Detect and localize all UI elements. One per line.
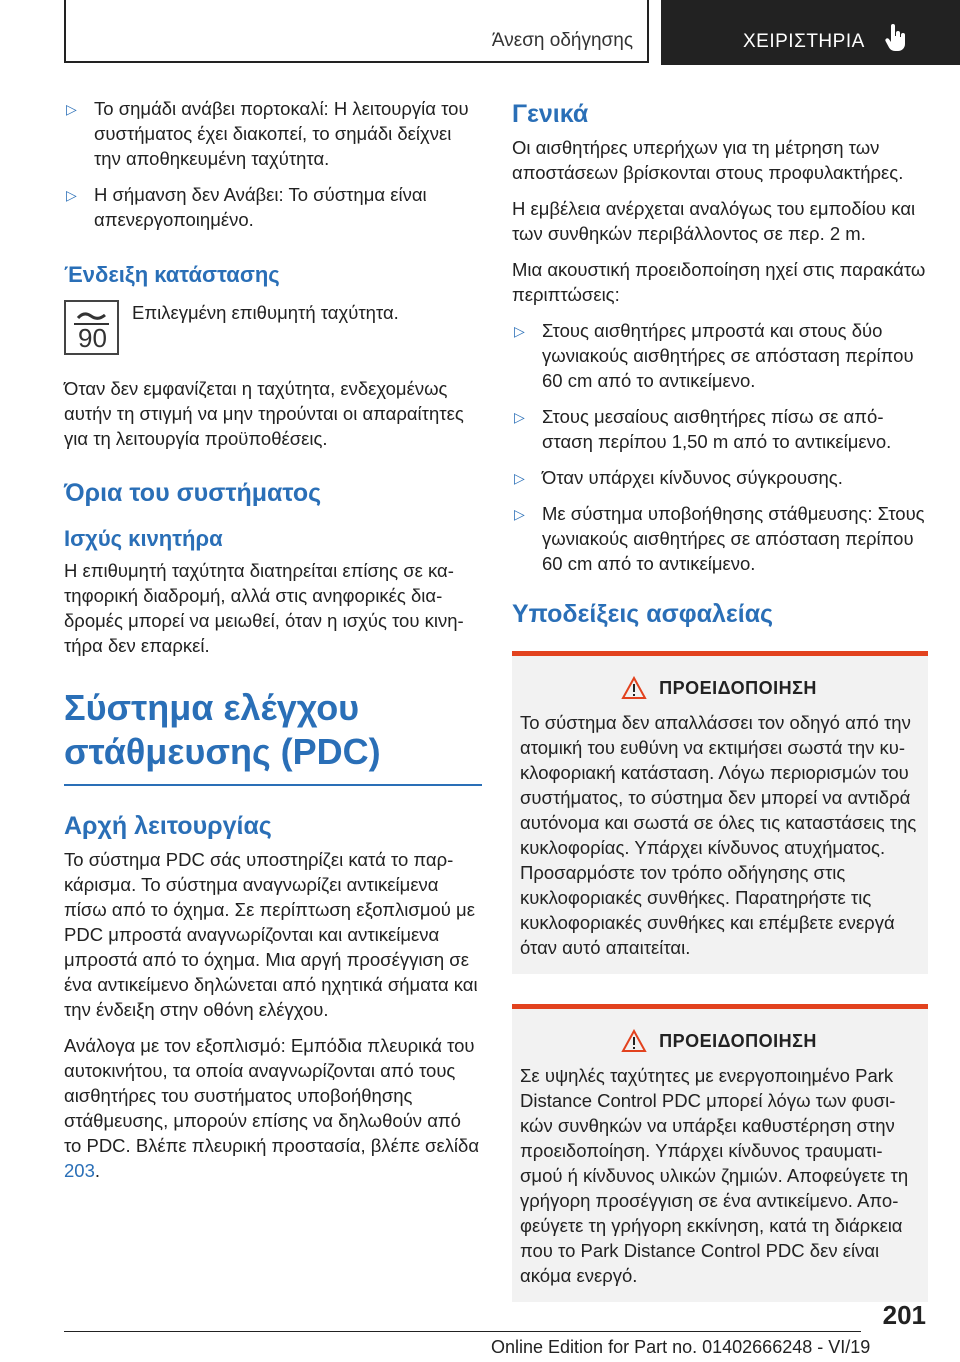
page-number: 201: [882, 1300, 926, 1330]
general-paragraph-3: Μια ακουστική προειδοποίηση ηχεί στις παρακάτω περιπτώσεις:: [512, 259, 926, 305]
principle-paragraph-1: Το σύστημα PDC σάς υποστηρίζει κατά το παρκάρισμα. Το σύστημα αναγνωρίζει αντικείμενα πίσω από το όχημα. Σε περίπτωση εξοπλισμού με PDC μπροστά αναγνωρίζονται και αντικείμενα μπροστά από το όχημα. Μια αργή προσέγγιση σε ένα αντικείμενο δηλώνεται από ηχητικά σήματα και την ένδειξη στην οθόνη ελέγχου.: [64, 849, 478, 1020]
left-column: [64, 96, 482, 1194]
principle-paragraph-2-end: .: [94, 1160, 101, 1181]
warning-box-2: [512, 1004, 928, 1302]
pdc-title: Σύστημα ελέγχου στάθμευσης (PDC): [64, 686, 482, 786]
list-item-text: Όταν υπάρχει κίνδυνος σύγκρουσης.: [542, 467, 843, 488]
warning-box-1: [512, 651, 928, 974]
speed-limit-icon: [64, 300, 119, 355]
triangle-bullet-icon: ▷: [514, 409, 525, 425]
speed-value: 90: [78, 323, 107, 353]
list-item-text: Με σύστημα υποβοήθησης στάθμευσης: Στους γωνιακούς αισθητήρες σε απόσταση περίπου 60 cm από το αντικείμενο.: [542, 503, 925, 574]
footer-divider: [64, 1331, 861, 1332]
right-column: [512, 96, 928, 1302]
safety-heading: Υποδείξεις ασφαλείας: [512, 600, 774, 628]
list-item-text: Στους αισθητήρες μπροστά και στους δύο γωνιακούς αισθητήρες σε απόσταση περίπου 60 cm από το αντικείμενο.: [542, 320, 914, 391]
list-item: [512, 404, 928, 454]
list-item: [64, 96, 482, 171]
list-item: [64, 182, 482, 232]
status-heading: Ένδειξη κατάστασης: [64, 262, 280, 287]
general-paragraph-1: Οι αισθητήρες υπερήχων για τη μέτρηση των αποστάσεων βρίσκονται στους προφυλακτήρες.: [512, 137, 904, 183]
list-item-text: Η σήμανση δεν Ανάβει: Το σύστημα είναι απενεργοποιημένο.: [94, 184, 427, 230]
principle-heading: Αρχή λειτουργίας: [64, 812, 272, 840]
triangle-bullet-icon: ▷: [514, 323, 525, 339]
engine-power-heading: Ισχύς κινητήρα: [64, 526, 223, 551]
header-chapter-tab: [661, 0, 960, 65]
principle-paragraph-2-text: Ανάλογα με τον εξοπλισμό: Εμπόδια πλευρικά του αυτοκινήτου, τα οποία αναγνωρίζονται από τους αισθητήρες του συστήματος υποβοήθησης στάθμευσης, μπορούν επίσης να δηλωθούν από το PDC. Βλέπε πλευρική προστασία, βλέπε σελίδα: [64, 1035, 480, 1156]
list-item: [512, 318, 928, 393]
list-item-text: Το σημάδι ανάβει πορτοκαλί: Η λειτουργία του συστήματος έχει διακοπεί, το σημάδι δείχνει την αποθηκευμένη ταχύτητα.: [94, 98, 469, 169]
status-description: Επιλεγμένη επιθυμητή ταχύτητα.: [132, 302, 399, 323]
general-paragraph-2: Η εμβέλεια ανέρχεται αναλόγως του εμποδίου και των συνθηκών περιβάλλοντος σε περ. 2 m.: [512, 198, 916, 244]
principle-paragraph-2: [64, 1033, 482, 1183]
hand-pointer-icon: [885, 24, 907, 52]
warning-triangle-icon: [621, 1029, 647, 1053]
warning-header: [520, 1029, 918, 1053]
list-item: [512, 465, 928, 490]
engine-power-text: Η επιθυμητή ταχύτητα διατηρείται επίσης σε κατηφορική διαδρομή, αλλά στις ανηφορικές διαδρομές μπορεί να μειωθεί, όταν η ισχύς του κινητήρα δεν επαρκεί.: [64, 560, 464, 656]
warning-title: ΠΡΟΕΙΔΟΠΟΙΗΣΗ: [659, 1030, 817, 1051]
status-indicator-row: [64, 300, 482, 366]
triangle-bullet-icon: ▷: [514, 506, 525, 522]
warning-text: Σε υψηλές ταχύτητες με ενεργοποιημένο Park Distance Control PDC μπορεί λόγω των φυσικών συνθηκών να υπάρξει καθυστέρηση στην προειδοποίηση. Υπάρχει κίνδυνος τραυματισμού ή κίνδυνος υλικών ζημιών. Αποφεύγετε τη γρήγορη προσέγγιση σε ένα αντικείμενο. Αποφεύγετε τη γρήγορη εκκίνηση, κατά τη διάρκεια που το Park Distance Control PDC δεν είναι ακόμα ενεργό.: [520, 1065, 909, 1286]
limits-heading: Όρια του συστήματος: [64, 479, 322, 507]
list-item: [512, 501, 928, 576]
footer-edition: Online Edition for Part no. 01402666248 - VI/19: [491, 1337, 871, 1357]
header-section-title: Άνεση οδήγησης: [491, 30, 633, 51]
triangle-bullet-icon: ▷: [66, 187, 77, 203]
general-heading: Γενικά: [512, 100, 589, 128]
header-chapter-label: ΧΕΙΡΙΣΤΗΡΙΑ: [743, 31, 865, 52]
warning-header: [520, 676, 918, 700]
page-link[interactable]: 203: [64, 1160, 95, 1181]
triangle-bullet-icon: ▷: [66, 101, 77, 117]
warning-title: ΠΡΟΕΙΔΟΠΟΙΗΣΗ: [659, 677, 817, 698]
warning-text: Το σύστημα δεν απαλλάσσει τον οδηγό από την ατομική του ευθύνη να εκτιμήσει σωστά την κυκλοφοριακή κατάσταση. Λόγω περιορισμών του συστήματος, το σύστημα δεν μπορεί να αντιδρά αυτόνομα και σωστά σε όλες τις καταστάσεις της κυκλοφορίας. Υπάρχει κίνδυνος ατυχήματος. Προσαρμόστε τον τρόπο οδήγησης στις κυκλοφοριακές συνθήκες. Παρατηρήστε τις κυκλοφοριακές συνθήκες και επέμβετε ενεργά όταν αυτό απαιτείται.: [520, 712, 917, 958]
list-item-text: Στους μεσαίους αισθητήρες πίσω σε απόσταση περίπου 1,50 m από το αντικείμενο.: [542, 406, 892, 452]
warning-triangle-icon: [621, 676, 647, 700]
triangle-bullet-icon: ▷: [514, 470, 525, 486]
status-note: Όταν δεν εμφανίζεται η ταχύτητα, ενδεχομένως αυτήν τη στιγμή να μην τηρούνται οι απαραίτητες για τη λειτουργία προϋποθέσεις.: [64, 378, 464, 449]
header-section-box: [64, 0, 649, 63]
